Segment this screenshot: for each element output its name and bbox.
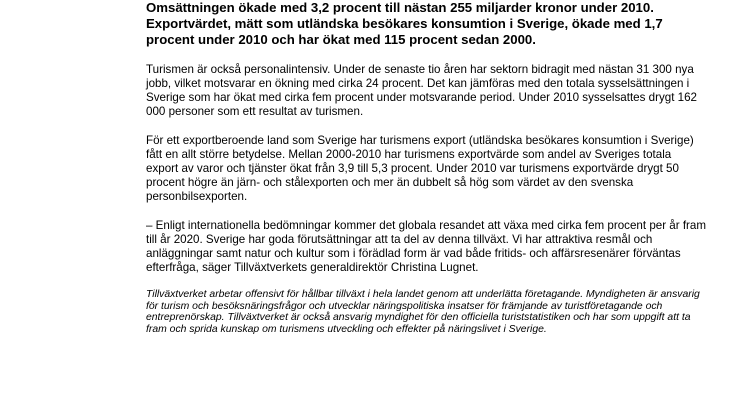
about-tillvaxtverket: Tillväxtverket arbetar offensivt för hållbar tillväxt i hela landet genom att underlätta företagande. Myndigheten är ansvarig för turism och besöksnäringsfrågor och utvecklar näringspolitiska insatser för främjande av turistföretagande och entreprenörskap. Tillväxtverket är också ansvarig myndighet för den officiella turiststatistiken och har som uppgift att ta fram och sprida kunskap om turismens utveckling och effekter på näringslivet i Sverige. (146, 289, 700, 336)
paragraph-quote: – Enligt internationella bedömningar kommer det globala resandet att växa med cirka fem procent per år fram till år 2020. Sverige har goda förutsättningar att ta del av denna tillväxt. Vi har attraktiva resmål och anläggningar samt natur och kultur som i förädlad form är vad både fritids- och affärsresenärer förväntas efterfråga, säger Tillväxtverkets generaldirektör Christina Lugnet. (146, 219, 707, 274)
body-text (146, 63, 706, 275)
paragraph-employment: Turismen är också personalintensiv. Under de senaste tio åren har sektorn bidragit med nästan 31 300 nya jobb, vilket motsvarar en ökning med cirka 24 procent. Det kan jämföras med den totala sysselsättningen i Sverige som har ökat med cirka fem procent under motsvarande period. Under 2010 sysselsattes drygt 162 000 personer som ett resultat av turismen. (146, 63, 697, 118)
document-page (146, 0, 706, 336)
paragraph-export: För ett exportberoende land som Sverige har turismens export (utländska besökares konsumtion i Sverige) fått en allt större betydelse. Mellan 2000-2010 har turismens exportvärde som andel av Sveriges totala export av varor och tjänster ökat från 3,9 till 5,3 procent. Under 2010 var turismens exportvärde drygt 50 procent högre än järn- och stålexporten och mer än dubbelt så hög som värdet av den svenska personbilsexporten. (146, 134, 694, 203)
lead-paragraph: Omsättningen ökade med 3,2 procent till nästan 255 miljarder kronor under 2010. Exportvärdet, mätt som utländska besökares konsumtion i Sverige, ökade med 1,7 procent under 2010 och har ökat med 115 procent sedan 2000. (146, 0, 663, 47)
